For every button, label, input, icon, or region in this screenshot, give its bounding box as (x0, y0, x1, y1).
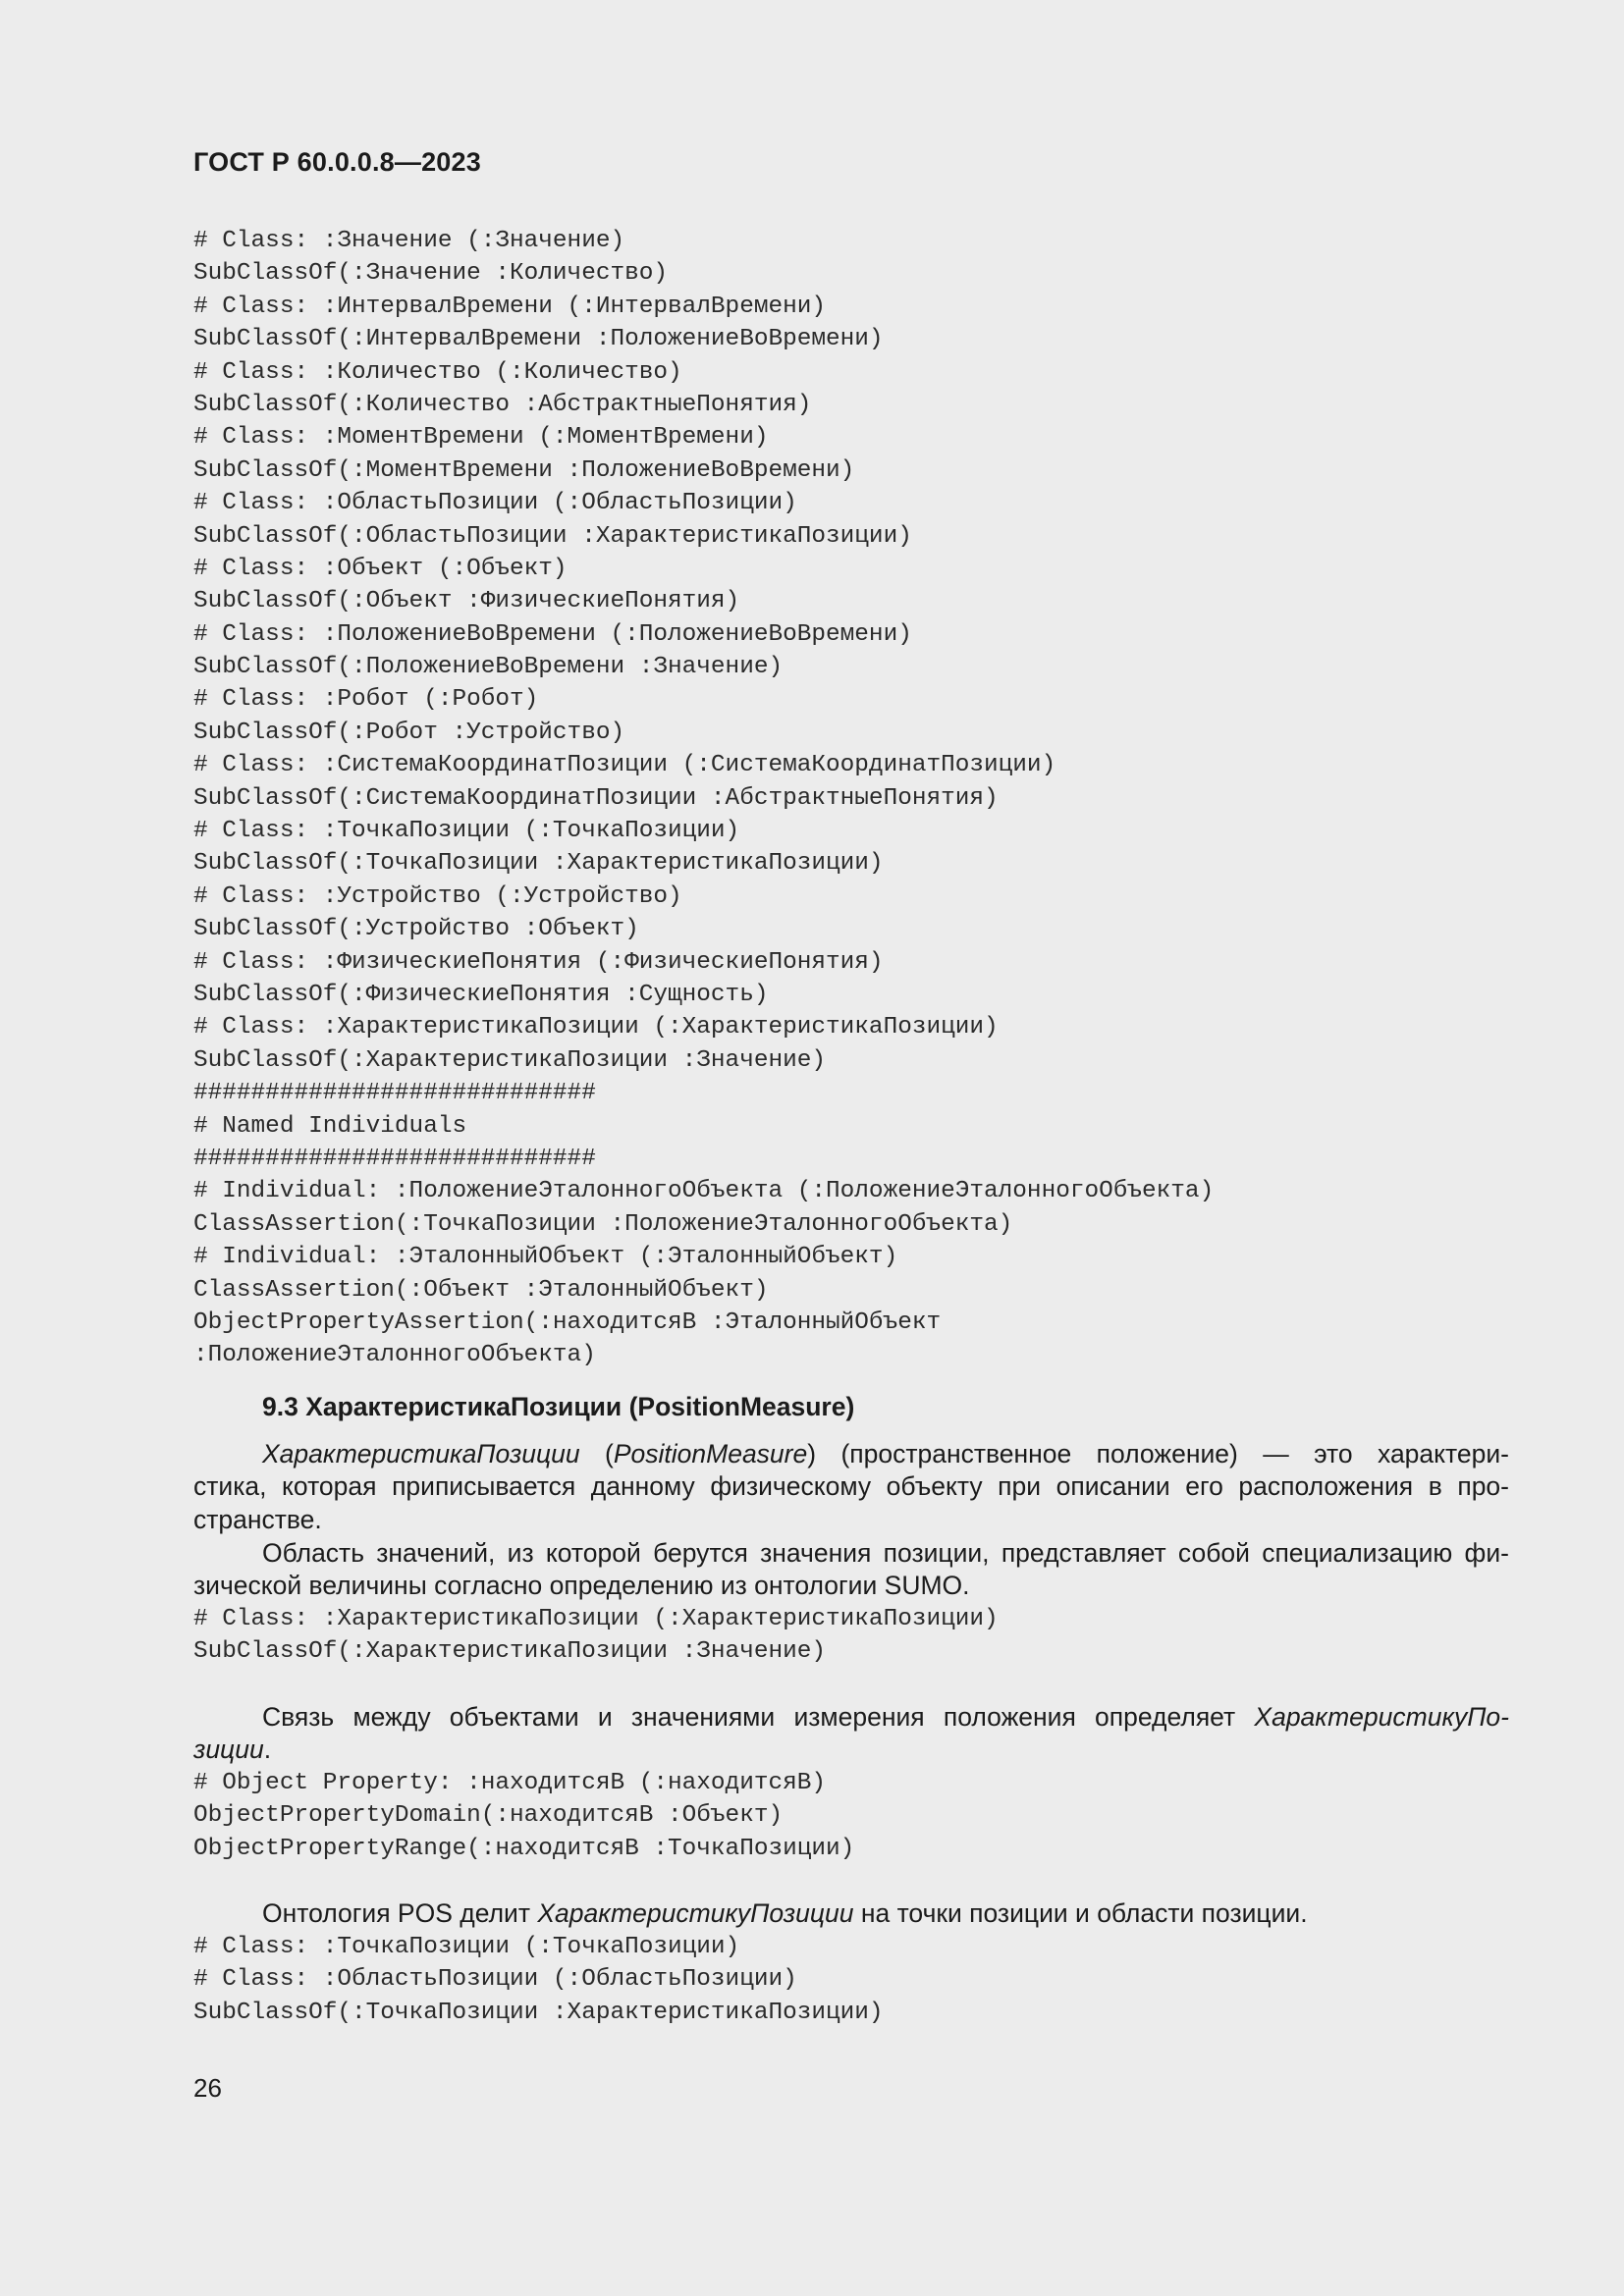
code-line: SubClassOf(:ХарактеристикаПозиции :Значение) (193, 1046, 827, 1074)
paragraph-line: стика, которая приписывается данному физическому объекту при описании его расположения в про- (193, 1471, 1509, 1502)
term-italic: ХарактеристикуПозиции (537, 1898, 854, 1928)
document-page (193, 0, 1509, 2296)
code-line: # Individual: :ПоложениеЭталонногоОбъекта (:ПоложениеЭталонногоОбъекта) (193, 1178, 1215, 1205)
code-line: ObjectPropertyDomain(:находитсяВ :Объект) (193, 1802, 784, 1830)
code-line: SubClassOf(:МоментВремени :ПоложениеВоВремени) (193, 456, 855, 484)
section-heading: 9.3 ХарактеристикаПозиции (PositionMeasure) (262, 1392, 855, 1421)
code-block-object-property (193, 1767, 854, 1865)
code-line: :ПоложениеЭталонногоОбъекта) (193, 1342, 596, 1369)
code-line: SubClassOf(:Значение :Количество) (193, 260, 669, 288)
code-line: SubClassOf(:Объект :ФизическиеПонятия) (193, 588, 740, 615)
code-line: # Class: :ТочкаПозиции (:ТочкаПозиции) (193, 1934, 740, 1960)
paragraph-definition (193, 1438, 1509, 1536)
code-line: SubClassOf(:ТочкаПозиции :ХарактеристикаПозиции) (193, 850, 884, 878)
code-line: SubClassOf(:ИнтервалВремени :ПоложениеВоВремени) (193, 326, 884, 353)
code-block-position-measure (193, 1603, 999, 1669)
code-line: ObjectPropertyAssertion(:находитсяВ :ЭталонныйОбъект (193, 1308, 942, 1336)
term-italic: зиции (193, 1735, 264, 1765)
code-line: # Class: :СистемаКоординатПозиции (:СистемаКоординатПозиции) (193, 752, 1056, 779)
code-line: SubClassOf(:Количество :АбстрактныеПонятия) (193, 391, 812, 418)
code-line: # Class: :Устройство (:Устройство) (193, 882, 682, 910)
paragraph-line: зической величины согласно определению из онтологии SUMO. (193, 1571, 970, 1601)
code-line: SubClassOf(:ХарактеристикаПозиции :Значение) (193, 1638, 827, 1666)
paragraph-line: Область значений, из которой берутся значения позиции, представляет собой специализацию фи- (262, 1538, 1509, 1568)
code-line: # Class: :ХарактеристикаПозиции (:ХарактеристикаПозиции) (193, 1014, 999, 1041)
code-line: # Class: :ОбластьПозиции (:ОбластьПозиции) (193, 1966, 797, 1994)
code-line: # Class: :ИнтервалВремени (:ИнтервалВремени) (193, 293, 827, 320)
code-line: SubClassOf(:ПоложениеВоВремени :Значение) (193, 654, 784, 681)
paragraph-value-domain (193, 1537, 1509, 1603)
paragraph-line: странстве. (193, 1504, 322, 1534)
page-number: 26 (193, 2073, 222, 2103)
code-line: SubClassOf(:ТочкаПозиции :ХарактеристикаПозиции) (193, 1999, 884, 2026)
code-line: # Class: :Объект (:Объект) (193, 555, 568, 582)
code-block-ontology-classes (193, 225, 1214, 1372)
code-line: # Individual: :ЭталонныйОбъект (:ЭталонныйОбъект) (193, 1244, 898, 1271)
document-header: ГОСТ Р 60.0.0.8—2023 (193, 147, 481, 177)
code-line: SubClassOf(:СистемаКоординатПозиции :АбстрактныеПонятия) (193, 784, 999, 812)
code-line: ClassAssertion(:ТочкаПозиции :ПоложениеЭталонногоОбъекта) (193, 1210, 1013, 1238)
code-line: # Class: :Робот (:Робот) (193, 686, 539, 714)
code-line: # Named Individuals (193, 1112, 467, 1140)
code-line: ############################ (193, 1145, 596, 1172)
code-line: ############################ (193, 1080, 596, 1107)
code-line: # Class: :Значение (:Значение) (193, 228, 625, 254)
code-line: # Class: :ХарактеристикаПозиции (:ХарактеристикаПозиции) (193, 1606, 999, 1632)
paragraph-line: ХарактеристикаПозиции (PositionMeasure) (пространственное положение) — это характери- (262, 1439, 1509, 1468)
code-line: # Class: :ТочкаПозиции (:ТочкаПозиции) (193, 818, 740, 845)
paragraph-line: Онтология POS делит ХарактеристикуПозиции на точки позиции и области позиции. (262, 1898, 1308, 1928)
code-line: # Class: :МоментВремени (:МоментВремени) (193, 424, 769, 452)
paragraph-relation (193, 1701, 1509, 1767)
term-italic: ХарактеристикуПо- (1254, 1702, 1509, 1732)
paragraph-line: зиции. (193, 1735, 272, 1765)
paragraph-line: Связь между объектами и значениями измерения положения определяет ХарактеристикуПо- (262, 1702, 1509, 1732)
code-line: SubClassOf(:ОбластьПозиции :ХарактеристикаПозиции) (193, 522, 912, 550)
term-italic: ХарактеристикаПозиции (262, 1439, 580, 1468)
code-line: # Class: :ФизическиеПонятия (:ФизическиеПонятия) (193, 948, 884, 976)
code-line: SubClassOf(:Устройство :Объект) (193, 916, 639, 943)
code-line: SubClassOf(:Робот :Устройство) (193, 719, 625, 746)
code-line: ObjectPropertyRange(:находитсяВ :ТочкаПозиции) (193, 1835, 855, 1862)
code-line: ClassAssertion(:Объект :ЭталонныйОбъект) (193, 1276, 769, 1304)
term-italic-en: PositionMeasure (613, 1439, 808, 1468)
code-line: # Object Property: :находитсяВ (:находитсяВ) (193, 1770, 827, 1796)
paragraph-pos-division (193, 1897, 1509, 1930)
code-line: # Class: :ПоложениеВоВремени (:ПоложениеВоВремени) (193, 620, 912, 648)
code-line: SubClassOf(:ФизическиеПонятия :Сущность) (193, 981, 769, 1008)
code-line: # Class: :Количество (:Количество) (193, 358, 682, 386)
code-line: # Class: :ОбластьПозиции (:ОбластьПозиции) (193, 490, 797, 517)
code-block-position-subclasses (193, 1931, 884, 2029)
